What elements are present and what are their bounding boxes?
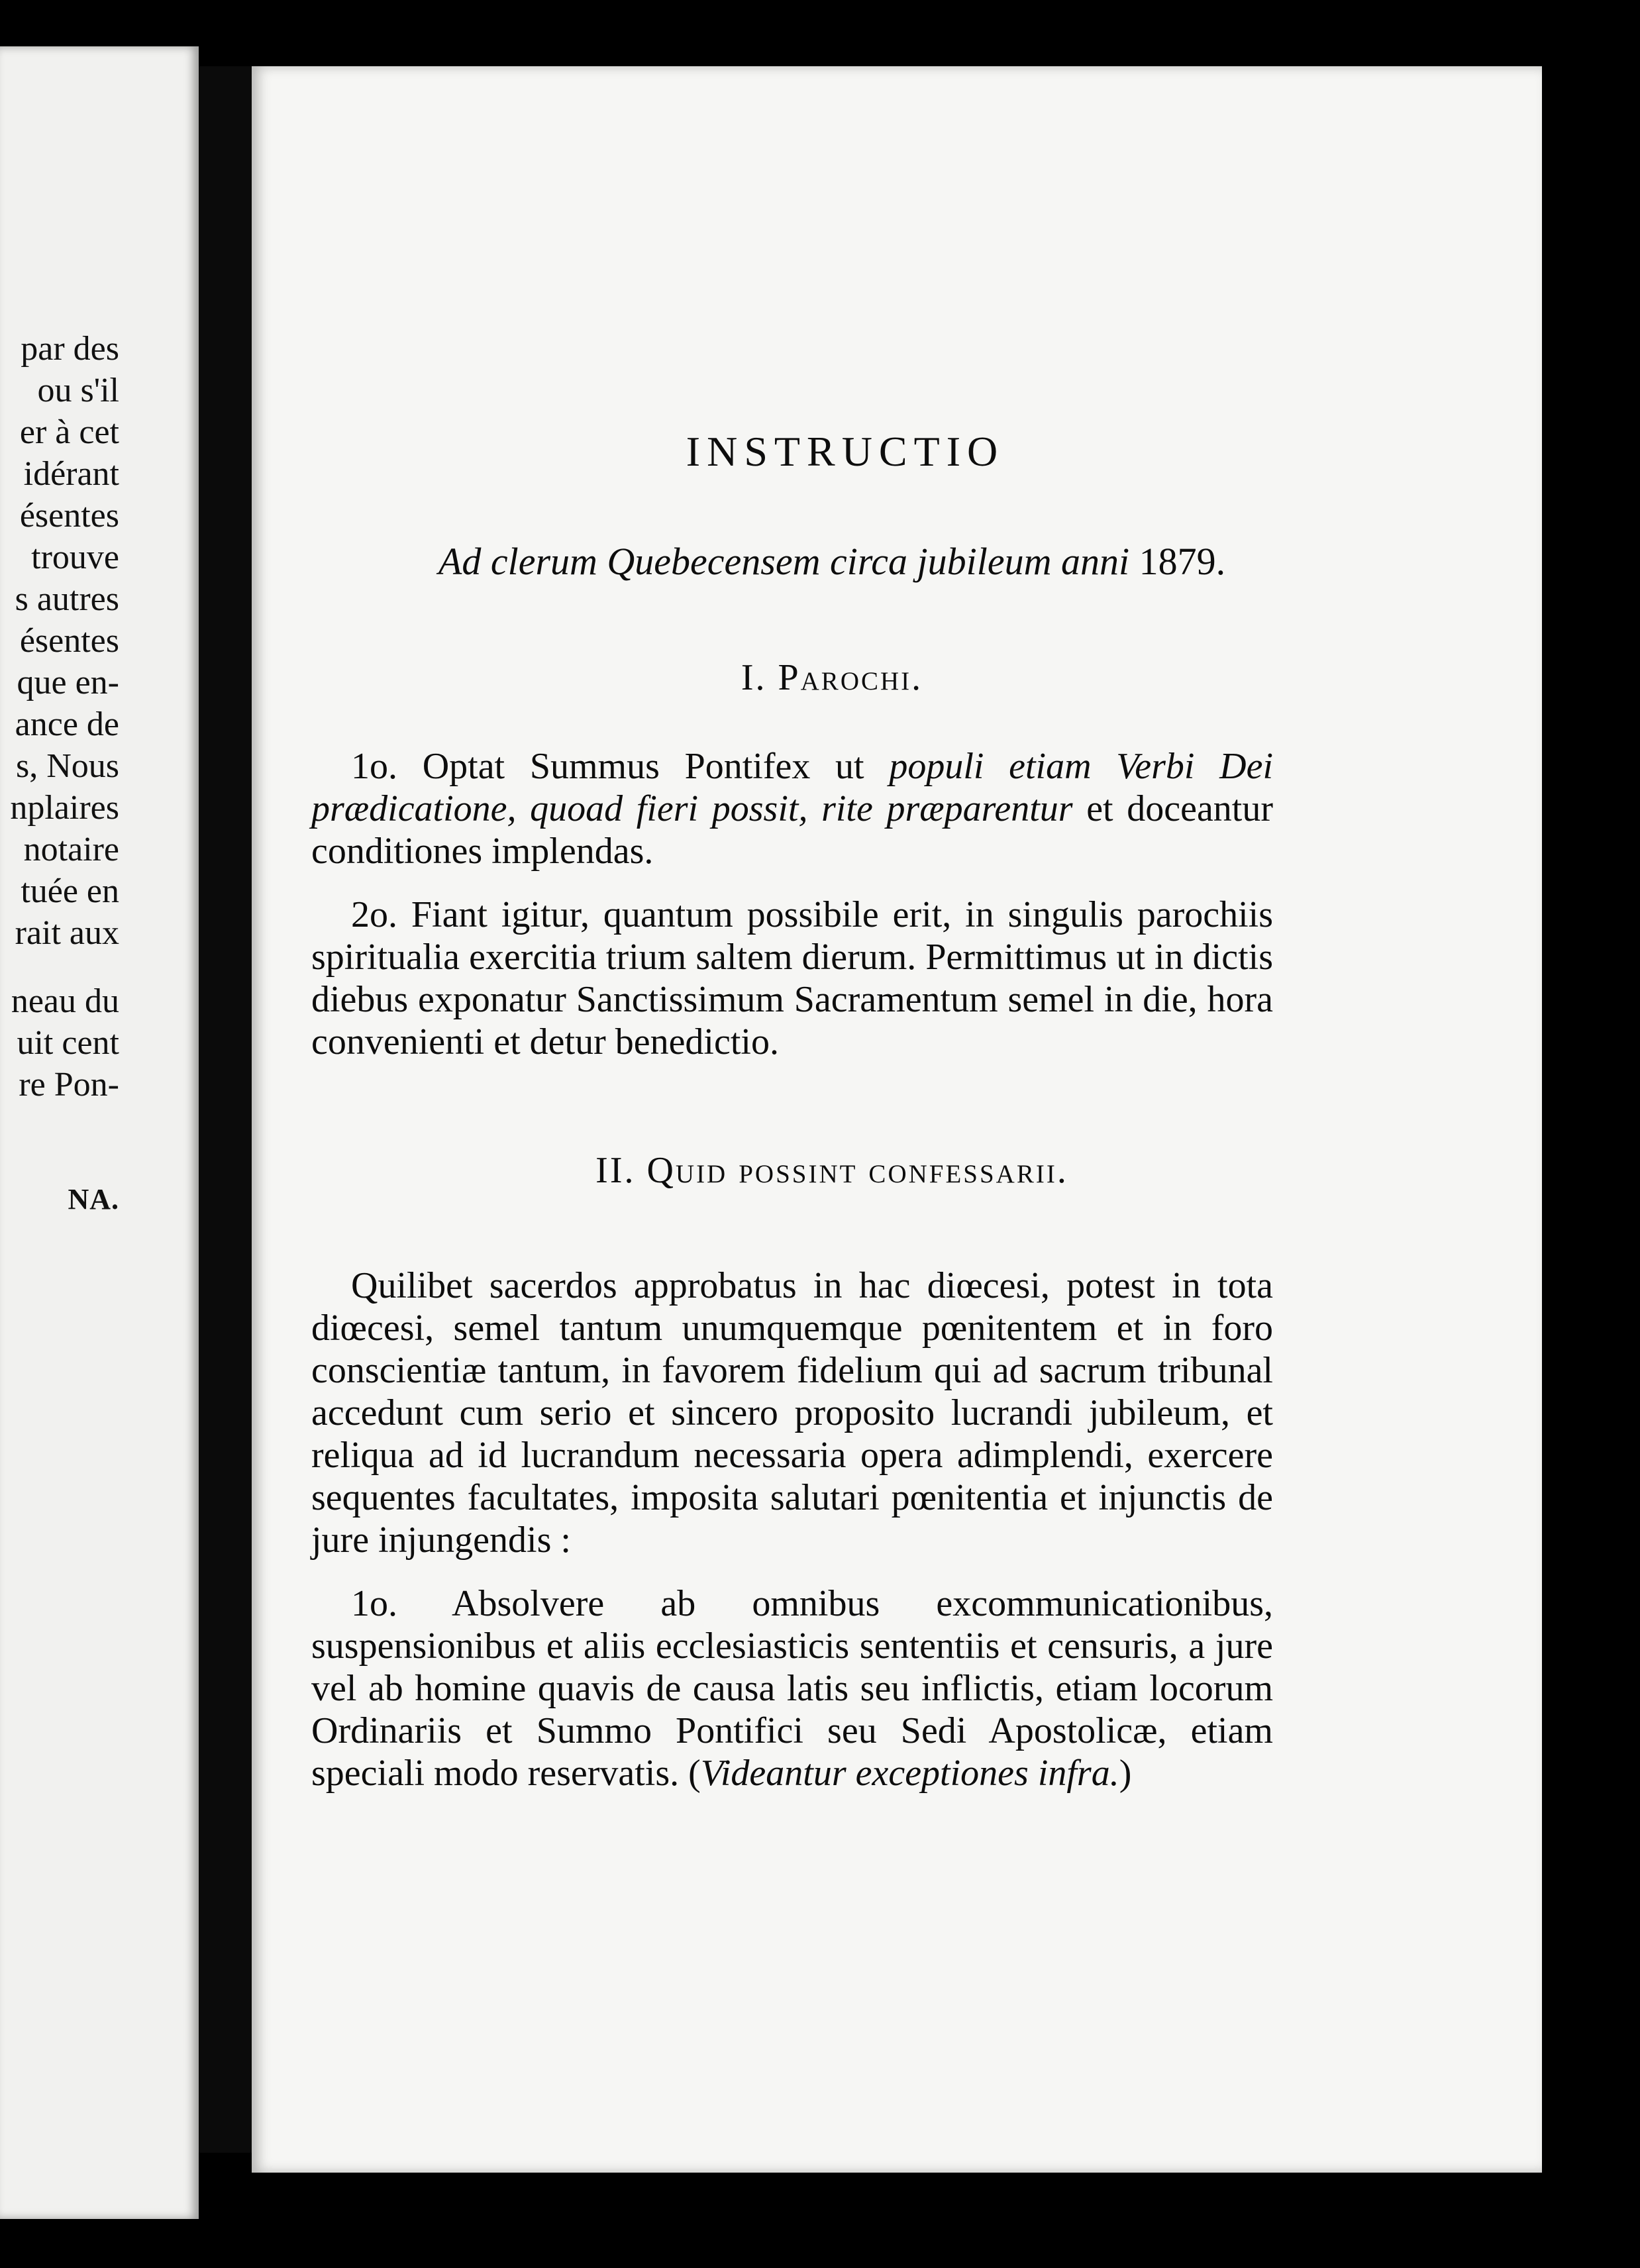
subtitle-year: 1879. — [1139, 540, 1226, 583]
left-line: uit cent — [17, 1024, 119, 1062]
left-line: idérant — [23, 455, 119, 493]
section-heading-confessarii: II. Quid possint confessarii. — [595, 1150, 1068, 1191]
document-subtitle — [311, 539, 1273, 584]
left-line: ésentes — [19, 622, 119, 660]
left-line: par des — [21, 330, 119, 368]
left-line: que en- — [17, 664, 119, 701]
paragraph-italic-text: Videantur exceptiones infra. — [700, 1753, 1119, 1794]
paragraph-quilibet: Quilibet sacerdos approbatus in hac diœcesi, potest in tota diœcesi, semel tantum unumquemque pœnitentem et in foro conscientiæ tantum, in favorem fidelium qui ad sacrum tribunal accedunt cum serio et sincero proposito lucrandi jubileum, et reliqua ad id lucrandum necessaria opera adimplendi, exercere sequentes facultates, imposita salutari pœnitentia et injunctis de jure injungendis : — [311, 1265, 1273, 1561]
left-line: notaire — [23, 831, 119, 868]
left-line: s, Nous — [15, 747, 119, 785]
paragraph-text: 1o. Optat Summus Pontifex ut — [351, 746, 890, 787]
left-line: er à cet — [19, 413, 119, 451]
paragraph-1o-absolvere — [311, 1582, 1273, 1794]
page-content — [311, 427, 1273, 1816]
left-line: s autres — [15, 580, 119, 618]
left-facing-page — [0, 46, 199, 2219]
left-line: re Pon- — [19, 1066, 119, 1104]
paragraph-text: 1o. Absolvere ab omnibus excommunicationibus, suspensionibus et aliis ecclesiasticis sententiis et censuris, a jure vel ab homine quavis de causa latis seu inflictis, etiam locorum Ordinariis et Summo Pontifici seu Sedi Apostolicæ, etiam speciali modo reservatis. ( — [311, 1583, 1273, 1794]
left-line: neau du — [11, 982, 119, 1020]
paragraph-italic-text: populi etiam Verbi Dei prædicatione, quoad fieri possit, rite præparentur — [311, 746, 1274, 829]
left-line: nplaires — [10, 789, 119, 827]
section-heading-parochi: I. Parochi. — [741, 657, 923, 698]
page-gutter — [199, 66, 252, 2153]
left-page-text — [10, 328, 119, 1220]
left-line: ésentes — [19, 497, 119, 535]
subtitle-text: Ad clerum Quebecensem circa jubileum anni — [438, 540, 1130, 583]
document-title: INSTRUCTIO — [686, 428, 1005, 475]
left-line: trouve — [31, 539, 119, 576]
paragraph-1o-optat — [311, 745, 1273, 872]
left-line: ance de — [15, 705, 119, 743]
paragraph-text: ) — [1119, 1753, 1132, 1794]
paragraph-2o-fiant: 2o. Fiant igitur, quantum possibile erit, in singulis parochiis spiritualia exercitia trium saltem dierum. Permittimus ut in dictis diebus exponatur Sanctissimum Sacramentum semel in die, hora convenienti et detur benedictio. — [311, 894, 1273, 1062]
left-signature-fragment: NA. — [68, 1183, 119, 1215]
left-line: ou s'il — [37, 372, 119, 409]
left-line: tuée en — [21, 872, 119, 910]
left-line: rait aux — [15, 914, 119, 952]
paragraph-text: et doceantur conditiones implendas. — [311, 788, 1274, 872]
main-page — [252, 66, 1542, 2173]
